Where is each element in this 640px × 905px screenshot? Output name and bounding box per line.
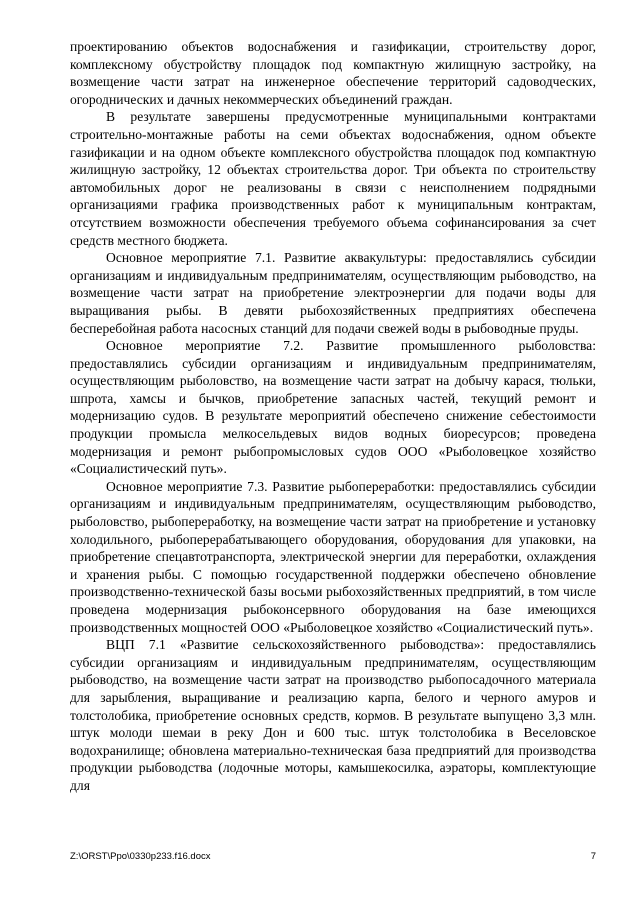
- footer-page-number: 7: [590, 851, 596, 862]
- paragraph-continuation: проектированию объектов водоснабжения и газификации, строительству дорог, комплексному обустройству площадок под компактную жилищную застройку, на возмещение части затрат на инженерное обеспечение территорий садоводческих, огороднических и дачных некоммерческих объединений граждан.: [70, 39, 596, 107]
- paragraph-measure-7-1: Основное мероприятие 7.1. Развитие аквакультуры: предоставлялись субсидии организациям и индивидуальным предпринимателям, осуществляющим рыбоводство, на возмещение части затрат на приобретение электроэнергии для подачи воды для выращивания рыбы. В девяти рыбохозяйственных предприятиях обеспечена бесперебойная работа насосных станций для подачи свежей воды в рыбоводные пруды.: [70, 250, 596, 336]
- page-footer: [70, 849, 596, 865]
- paragraph-measure-7-3: Основное мероприятие 7.3. Развитие рыбопереработки: предоставлялись субсидии организациям и индивидуальным предпринимателям, осуществляющим рыбоводство, рыболовство, рыбопереработку, на возмещение части затрат на приобретение и установку холодильного, рыбоперерабатывающего оборудования, оборудования для упаковки, на приобретение спецавтотранспорта, электрической энергии для переработки, охлаждения и хранения рыбы. С помощью государственной поддержки обеспечено обновление производственно-технической базы восьми рыбохозяйственных предприятий, в том числе проведена модернизация рыбоконсервного оборудования на базе имеющихся производственных мощностей ООО «Рыболовецкое хозяйство «Социалистический путь».: [70, 478, 596, 635]
- document-body: [70, 38, 596, 795]
- paragraph-measure-7-2: Основное мероприятие 7.2. Развитие промышленного рыболовства: предоставлялись субсидии организациям и индивидуальным предпринимателям, осуществляющим рыболовство, на возмещение части затрат на добычу карася, тюльки, шпрота, хамсы и бычков, приобретение запасных частей, текущий ремонт и модернизацию судов. В результате мероприятий обеспечено снижение себестоимости продукции промысла мелкосельдевых видов водных биоресурсов; проведена модернизация и ремонт рыбопромысловых судов ООО «Рыболовецкое хозяйство «Социалистический путь».: [70, 338, 596, 477]
- paragraph-results: В результате завершены предусмотренные муниципальными контрактами строительно-монтажные работы на семи объектах водоснабжения, одном объекте газификации и на одном объекте комплексного обустройства площадок под компактную жилищную застройку, 12 объектах строительства дорог. Три объекта по строительству автомобильных дорог не реализованы в связи с неисполнением подрядными организациями графика производственных работ к муниципальным контрактам, отсутствием возможности обеспечения требуемого объема софинансирования за счет средств местного бюджета.: [70, 109, 596, 248]
- footer-file-path: Z:\ORST\Ppo\0330p233.f16.docx: [70, 851, 211, 862]
- paragraph-vcp-7-1: ВЦП 7.1 «Развитие сельскохозяйственного рыбоводства»: предоставлялись субсидии организациям и индивидуальным предпринимателям, осуществляющим рыбоводство, на возмещение части затрат на производство рыбопосадочного материала для зарыбления, выращивание и реализацию карпа, белого и черного амуров и толстолобика, приобретение основных средств, кормов. В результате выпущено 3,3 млн. штук молоди шемаи в реку Дон и 600 тыс. штук толстолобика в Веселовское водохранилище; обновлена материально-техническая база предприятий для производства продукции рыбоводства (лодочные моторы, камышекосилка, аэраторы, комплектующие для: [70, 637, 596, 793]
